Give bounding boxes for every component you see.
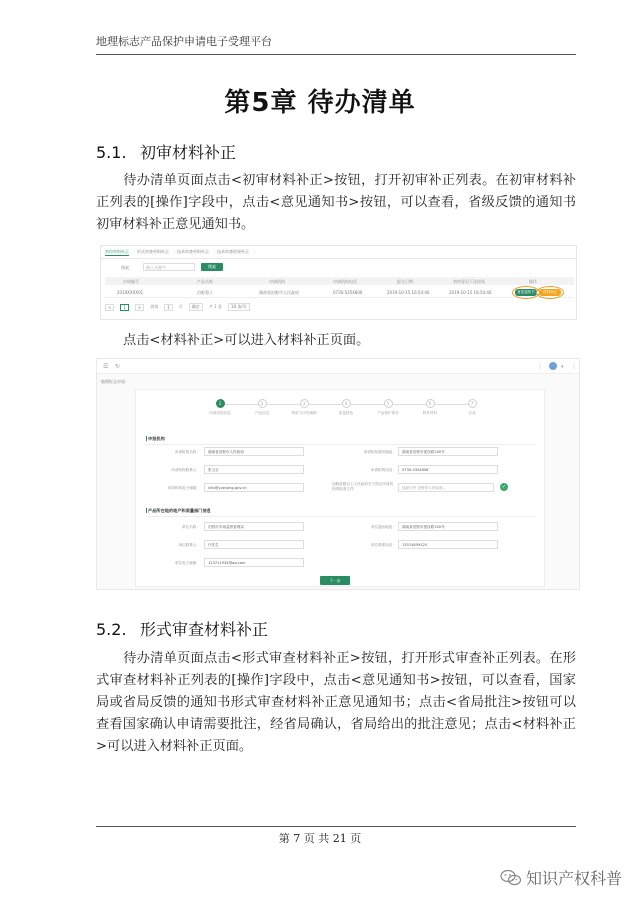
tab-preliminary-correction[interactable]: 初审材料补正 [105,249,129,254]
check-icon: ✓ [501,484,507,490]
chapter-title: 第5章 待办清单 [224,88,416,118]
applicant-contact-field[interactable]: 张文吉 [204,465,304,474]
tab-technical-result-correction[interactable]: 技术审查结果补正 [217,249,249,254]
column-header: 申请机构电话 [333,279,357,284]
column-header: 操作 [529,279,537,284]
form-card [135,389,545,587]
header-divider [96,54,576,55]
field-label: 申请机构电话： [370,468,396,472]
column-header: 申请编号 [123,279,139,284]
search-input[interactable]: 输入关键字 [143,263,195,271]
section-title: 形式审查材料补正 [140,620,269,639]
material-correction-button[interactable]: 材料补正 [539,289,561,296]
table-cell: 湖南省泊野市人民政府 [259,290,299,295]
pagination [105,303,250,311]
applicant-phone-field[interactable]: 0730-5354806 [398,465,498,474]
tab-formal-correction[interactable]: 形式审查材料补正 [137,249,169,254]
correction-list-screenshot [100,245,577,320]
highlight-circle [536,286,564,299]
dept-phone-field[interactable]: 13574859325 [398,540,498,549]
goto-label: 到第 [150,304,159,309]
step-1: 1 申请机构信息 [209,401,231,415]
approval-file-upload[interactable]: 选择文件 泊野市人民政府... [398,483,494,492]
column-header: 提交日期 [397,279,413,284]
paragraph [96,170,576,236]
watermark-text: 知识产权科普 [525,869,622,888]
document-header-title: 地理标志产品保护申请电子受理平台 [96,35,272,48]
table-cell: 0730-5354806 [333,290,363,295]
paragraph-text: 待办清单页面点击<形式审查材料补正>按钮，打开形式审查补正列表。在形式审查材料补正列表的[操作]字段中，点击<意见通知书>按钮，可以查看，国家局或省局反馈的通知书形式审查材料补正意见通知书；点击<省局批注>按钮可以查看国家确认申请需要批注，经省局确认，省局给出的批注意见；点击<材料补正>可以进入材料补正页面。 [96,651,576,754]
step-3: 3 特质与历史渊源 [291,401,317,415]
next-step-button[interactable]: 下一步 [320,576,350,585]
step-7: 7 完成 [468,401,476,415]
field-label: 申请机构电子邮箱： [167,486,200,490]
page-jump-input[interactable]: 1 [164,304,173,311]
section-title: 初审材料补正 [140,143,237,162]
step-4: 4 质量特色 [338,401,354,415]
column-header: 申请机构 [269,279,285,284]
chevron-down-icon[interactable]: ▾ [561,364,564,370]
table-cell: 泊野梨子 [197,290,213,295]
field-label: 单位联系人： [178,543,200,547]
paragraph-text: 待办清单页面点击<初审材料补正>按钮，打开初审补正列表。在初审材料补正列表的[操作]字段中，点击<意见通知书>按钮，可以查看，省级反馈的通知书初审材料补正意见通知书。 [96,173,576,232]
search-button[interactable]: 搜索 [201,263,223,271]
column-header: 初审意见下达时间 [453,279,485,284]
breadcrumb: 地理标志申请 [101,379,125,384]
material-correction-form-screenshot [96,358,580,590]
page-unit-label: 页 [178,304,183,309]
section-heading-5-1 [96,140,236,163]
step-6: 6 附件材料 [422,401,438,415]
more-icon[interactable]: ⋮ [571,363,577,370]
search-label: 搜索： [121,265,133,270]
field-label: 加载县级以上人民政府关于指定申请机构的批准文件： [332,482,394,491]
app-topbar [97,359,579,374]
section-number: 5.2. [96,620,127,639]
step-2: 2 产品信息 [254,401,270,415]
field-label: 申请机构名称： [174,450,200,454]
section-applicant: 申报机构 [148,436,165,441]
paragraph-text: 点击<材料补正>可以进入材料补正页面。 [123,333,370,348]
confirm-button[interactable]: 确定 [189,303,203,311]
field-label: 申请机构通讯地址： [363,450,396,454]
page-number[interactable]: 1 [120,304,129,311]
watermark [500,866,622,889]
total-count: 共 1 条 [208,304,222,309]
table-cell: 2019XXXX01 [117,290,144,295]
dept-address-field[interactable]: 湖南省泊野市建设路100号 [398,522,498,531]
field-label: 单位电子邮箱： [174,561,200,565]
opinion-notice-button[interactable]: 意见通知书 [515,289,537,296]
field-label: 申请机构联系人： [171,468,200,472]
field-label: 单位名称： [182,525,200,529]
wechat-icon [500,869,522,887]
avatar[interactable] [549,362,557,370]
applicant-email-field[interactable]: info@yueyang.gov.cn [204,483,304,492]
tab-technical-correction[interactable]: 技术审查材料补正 [177,249,209,254]
column-header: 产品名称 [197,279,213,284]
refresh-icon[interactable]: ↻ [115,363,121,370]
page-number: 第 7 页 共 21 页 [278,832,362,845]
applicant-name-field[interactable]: 湖南省泊野市人民政府 [204,447,304,456]
more-icon[interactable]: ⋮ [537,363,543,370]
section-heading-5-2 [96,617,268,640]
paragraph [96,330,576,352]
section-number: 5.1. [96,143,127,162]
table-cell: 2019-10-15 16:54:46 [387,290,430,295]
tab-divider [101,258,576,259]
prev-page-button[interactable]: < [105,304,114,311]
list-tabs [105,249,249,256]
step-5: 5 产品保护要求 [377,401,399,415]
dept-contact-field[interactable]: 许先生 [204,540,304,549]
dept-name-field[interactable]: 泊野市市场监督管理局 [204,522,304,531]
table-cell: 2019-10-15 16:54:46 [449,290,492,295]
next-page-button[interactable]: > [135,304,144,311]
menu-icon[interactable]: ☰ [103,363,109,370]
field-label: 单位通讯地址： [370,525,396,529]
dept-email-field[interactable]: 123711934@qq.com [204,558,304,567]
applicant-address-field[interactable]: 湖南省泊野市建设路100号 [398,447,498,456]
section-local-department: 产品所在地的地产和质量部门信息 [148,508,211,513]
paragraph [96,648,576,758]
footer-divider [96,826,576,827]
page-size-select[interactable]: 10 条/页 [228,303,250,311]
field-label: 单位联系电话： [370,543,396,547]
